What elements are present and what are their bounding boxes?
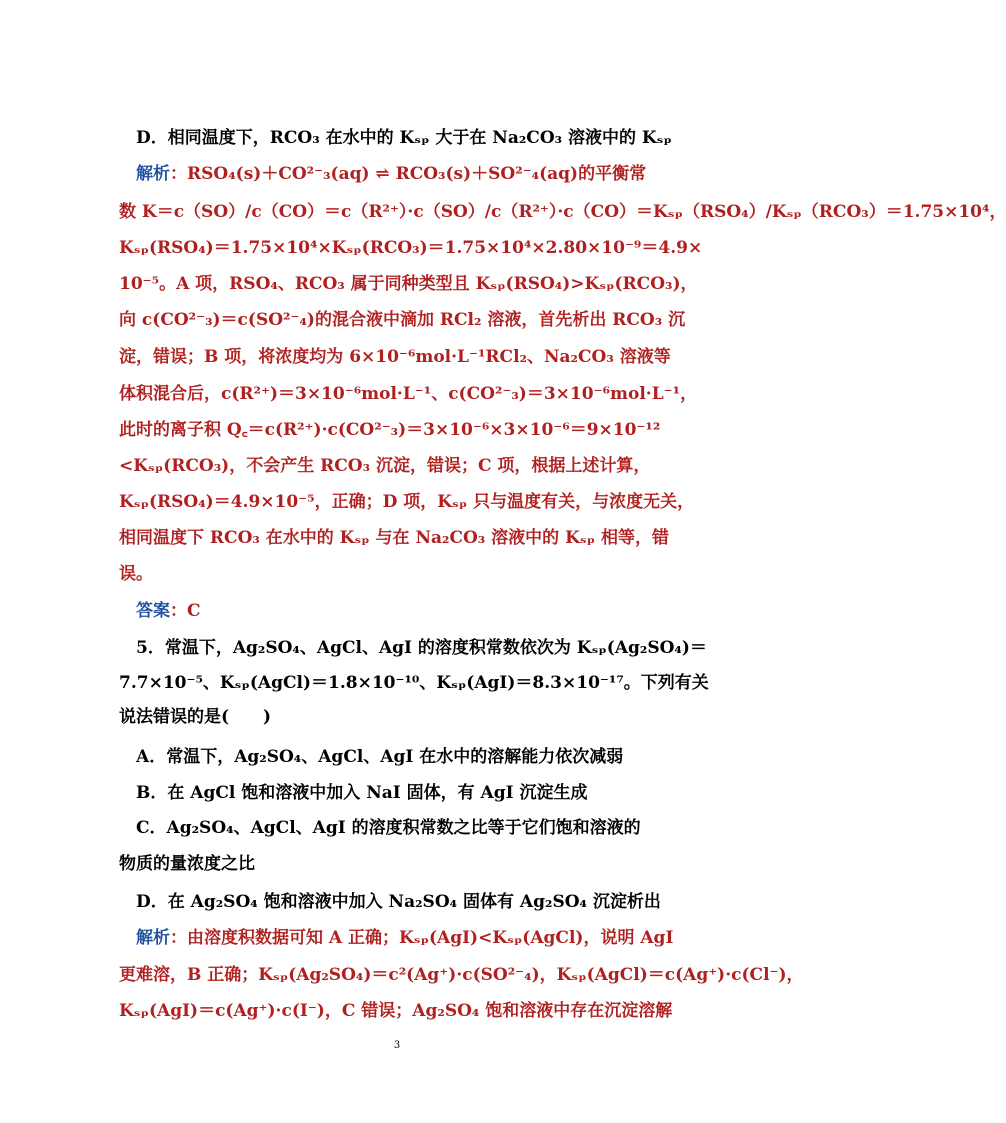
line-text: C．Ag₂SO₄、AgCl、AgI 的溶度积常数之比等于它们饱和溶液的 (119, 818, 641, 838)
section-label: 答案 (119, 601, 170, 621)
text-line (119, 562, 679, 586)
text-line (119, 272, 698, 296)
line-text: 相同温度下 RCO₃ 在水中的 Kₛₚ 与在 Na₂CO₃ 溶液中的 Kₛₚ 相等，错 (119, 528, 669, 548)
text-line (119, 490, 695, 514)
text-line (119, 671, 709, 695)
line-text: Kₛₚ(RSO₄)＝1.75×10⁴×Kₛₚ(RCO₃)＝1.75×10⁴×2.80×10⁻⁹＝4.9× (119, 238, 703, 258)
line-text: D．相同温度下，RCO₃ 在水中的 Kₛₚ 大于在 Na₂CO₃ 溶液中的 Kₛₚ (119, 128, 672, 148)
text-line (119, 418, 679, 442)
line-text: 此时的离子积 Q꜀＝c(R²⁺)·c(CO²⁻₃)＝3×10⁻⁶×3×10⁻⁶＝9×10⁻¹² (119, 420, 661, 440)
section-label: 解析 (119, 928, 170, 948)
line-text: ：RSO₄(s)＋CO²⁻₃(aq) ⇌ RCO₃(s)＋SO²⁻₄(aq)的平衡常 (170, 164, 647, 184)
line-text: <Kₛₚ(RCO₃)，不会产生 RCO₃ 沉淀，错误；C 项，根据上述计算， (119, 456, 651, 476)
line-text: 体积混合后，c(R²⁺)＝3×10⁻⁶mol·L⁻¹、c(CO²⁻₃)＝3×10⁻⁶mol·L⁻¹， (119, 384, 698, 404)
text-line (119, 890, 679, 914)
line-text: Kₛₚ(RSO₄)＝4.9×10⁻⁵，正确；D 项，Kₛₚ 只与温度有关，与浓度无关， (119, 492, 695, 512)
text-line (119, 308, 686, 332)
section-label: 解析 (119, 164, 170, 184)
line-text: A．常温下，Ag₂SO₄、AgCl、AgI 在水中的溶解能力依次减弱 (119, 747, 624, 767)
text-line (119, 382, 698, 406)
line-text: D．在 Ag₂SO₄ 饱和溶液中加入 Na₂SO₄ 固体有 Ag₂SO₄ 沉淀析出 (119, 892, 661, 912)
text-line (119, 236, 703, 260)
line-text: 淀，错误；B 项，将浓度均为 6×10⁻⁶mol·L⁻¹RCl₂、Na₂CO₃ 溶液等 (119, 347, 671, 367)
text-line (119, 162, 679, 186)
line-text: 数 K＝c（SO）/c（CO）＝c（R²⁺）·c（SO）/c（R²⁺）·c（CO）＝Kₛₚ（RSO₄）/Kₛₚ（RCO₃）＝1.75×10⁴， (119, 202, 1006, 222)
text-line (119, 200, 1006, 224)
text-line (119, 999, 679, 1023)
text-line (119, 745, 679, 769)
text-line (119, 816, 679, 840)
line-text: 10⁻⁵。A 项，RSO₄、RCO₃ 属于同种类型且 Kₛₚ(RSO₄)>Kₛₚ(RCO₃)， (119, 274, 698, 294)
text-line (119, 345, 679, 369)
text-line (119, 599, 679, 623)
line-text: 向 c(CO²⁻₃)＝c(SO²⁻₄)的混合液中滴加 RCl₂ 溶液，首先析出 RCO₃ 沉 (119, 310, 686, 330)
text-line (119, 454, 679, 478)
line-text: ：C (170, 601, 201, 621)
line-text: 说法错误的是( ) (119, 707, 272, 727)
line-text: 7.7×10⁻⁵、Kₛₚ(AgCl)＝1.8×10⁻¹⁰、Kₛₚ(AgI)＝8.3×10⁻¹⁷。下列有关 (119, 673, 709, 693)
line-text: 物质的量浓度之比 (119, 854, 255, 874)
text-line (119, 526, 679, 550)
text-line (119, 852, 679, 876)
text-line (119, 705, 679, 729)
line-text: Kₛₚ(AgI)＝c(Ag⁺)·c(I⁻)，C 错误；Ag₂SO₄ 饱和溶液中存在沉淀溶解 (119, 1001, 673, 1021)
line-text: ：由溶度积数据可知 A 正确；Kₛₚ(AgI)<Kₛₚ(AgCl)，说明 AgI (170, 928, 674, 948)
line-text: B．在 AgCl 饱和溶液中加入 NaI 固体，有 AgI 沉淀生成 (119, 783, 588, 803)
text-line (119, 126, 679, 150)
line-text: 更难溶，B 正确；Kₛₚ(Ag₂SO₄)＝c²(Ag⁺)·c(SO²⁻₄)，Kₛₚ(AgCl)＝c(Ag⁺)·c(Cl⁻)， (119, 965, 804, 985)
text-line (119, 781, 679, 805)
text-line (119, 636, 707, 660)
line-text: 误。 (119, 564, 153, 584)
page-number: 3 (393, 1040, 401, 1051)
line-text: 5．常温下，Ag₂SO₄、AgCl、AgI 的溶度积常数依次为 Kₛₚ(Ag₂SO₄)＝ (119, 638, 707, 658)
text-line (119, 926, 679, 950)
text-line (119, 963, 804, 987)
